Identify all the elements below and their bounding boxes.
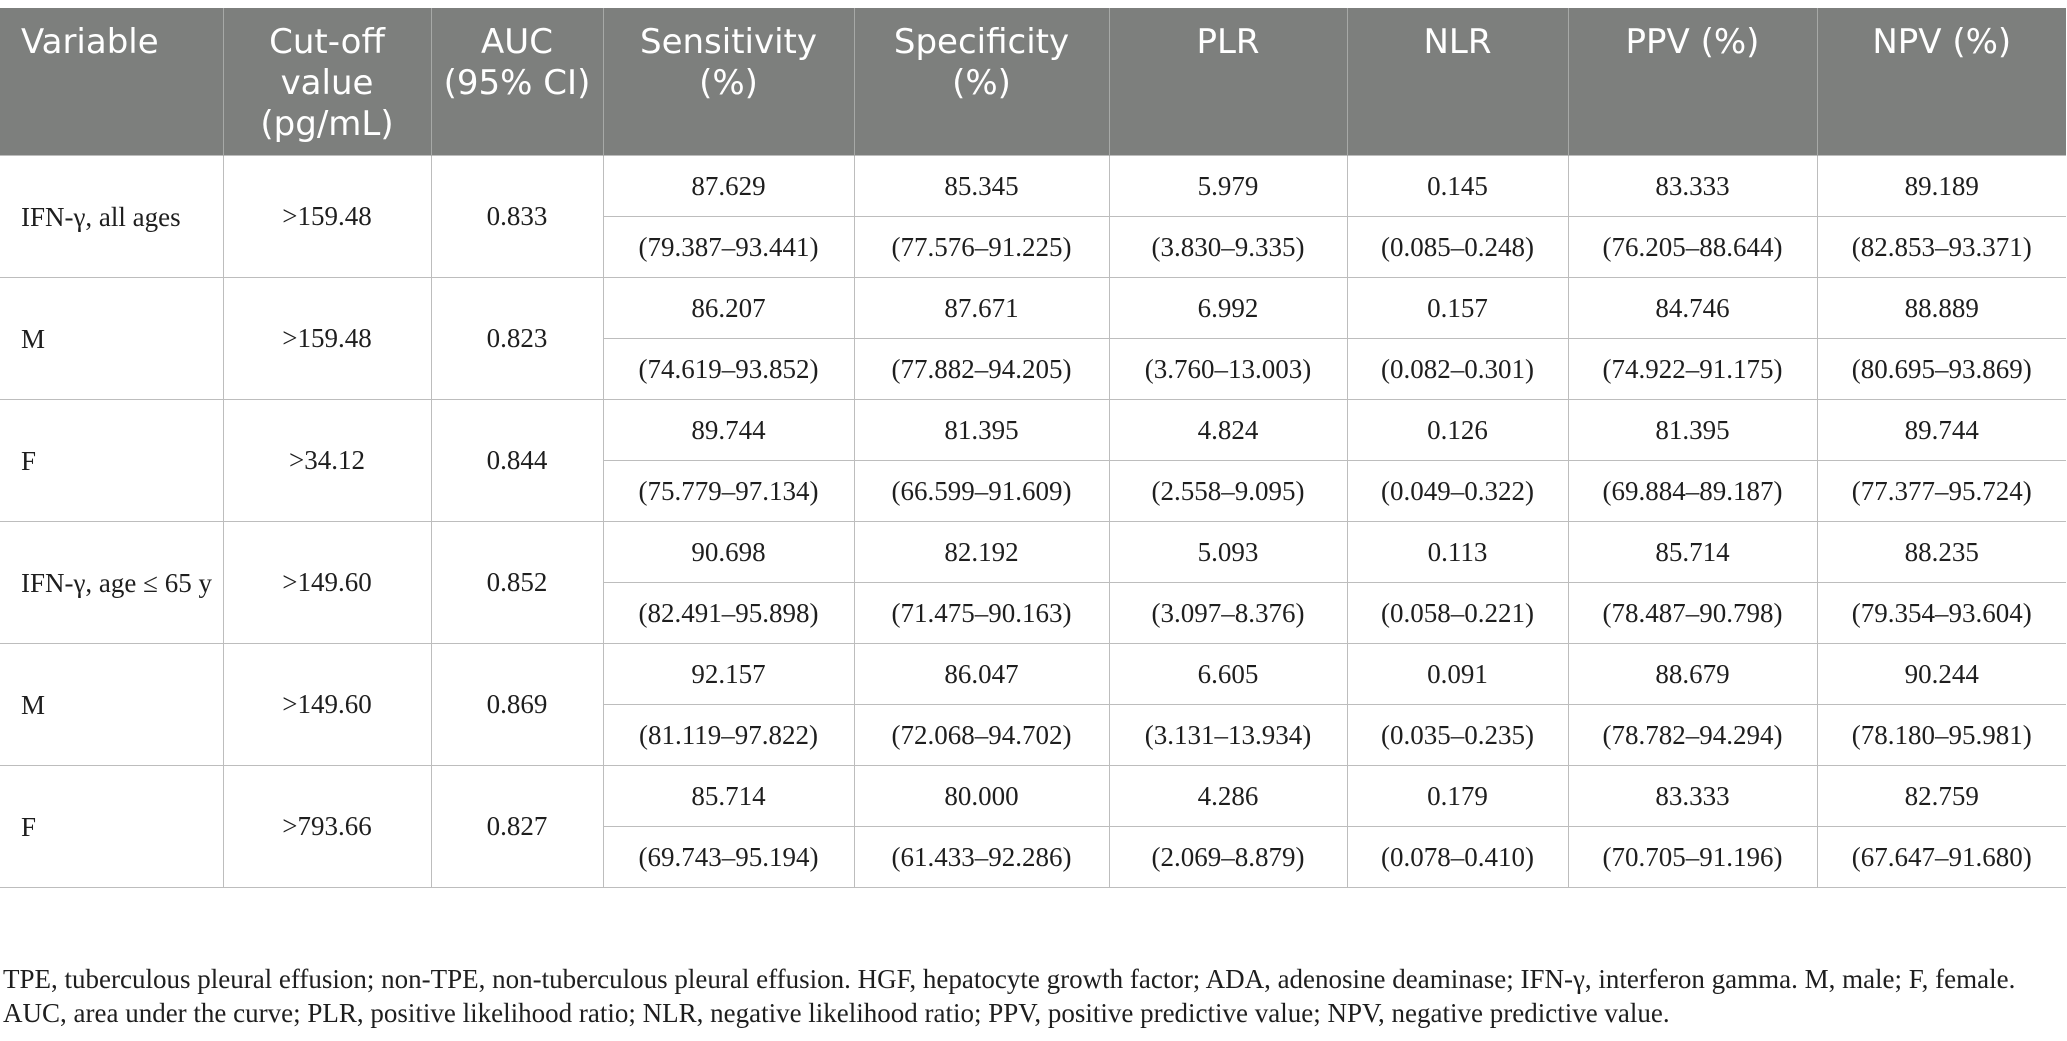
- table-row: [0, 156, 2066, 217]
- plr-value-cell: 6.992: [1109, 278, 1347, 339]
- sensitivity-ci-cell: (81.119–97.822): [603, 705, 854, 766]
- nlr-value-cell: 0.126: [1347, 400, 1568, 461]
- variable-cell: IFN-γ, age ≤ 65 y: [0, 522, 223, 644]
- table-row: [0, 766, 2066, 827]
- plr-ci-cell: (3.760–13.003): [1109, 339, 1347, 400]
- plr-value-cell: 6.605: [1109, 644, 1347, 705]
- specificity-value-cell: 85.345: [854, 156, 1109, 217]
- nlr-value-cell: 0.113: [1347, 522, 1568, 583]
- cutoff-cell: >159.48: [223, 278, 431, 400]
- specificity-value-cell: 86.047: [854, 644, 1109, 705]
- variable-cell: M: [0, 278, 223, 400]
- specificity-ci-cell: (77.882–94.205): [854, 339, 1109, 400]
- nlr-ci-cell: (0.058–0.221): [1347, 583, 1568, 644]
- specificity-value-cell: 80.000: [854, 766, 1109, 827]
- plr-value-cell: 4.286: [1109, 766, 1347, 827]
- sensitivity-ci-cell: (69.743–95.194): [603, 827, 854, 888]
- header-variable: Variable: [0, 8, 223, 156]
- npv-ci-cell: (78.180–95.981): [1817, 705, 2066, 766]
- plr-value-cell: 4.824: [1109, 400, 1347, 461]
- sensitivity-value-cell: 92.157: [603, 644, 854, 705]
- sensitivity-ci-cell: (79.387–93.441): [603, 217, 854, 278]
- results-table: [0, 8, 2066, 888]
- variable-cell: F: [0, 400, 223, 522]
- plr-ci-cell: (2.069–8.879): [1109, 827, 1347, 888]
- header-npv: NPV (%): [1817, 8, 2066, 156]
- table-footnote: [3, 962, 2063, 1030]
- cutoff-cell: >149.60: [223, 522, 431, 644]
- ppv-ci-cell: (76.205–88.644): [1568, 217, 1817, 278]
- table-row: [0, 278, 2066, 339]
- nlr-value-cell: 0.179: [1347, 766, 1568, 827]
- plr-ci-cell: (3.131–13.934): [1109, 705, 1347, 766]
- npv-ci-cell: (80.695–93.869): [1817, 339, 2066, 400]
- auc-cell: 0.844: [431, 400, 603, 522]
- footnote-line: AUC, area under the curve; PLR, positive likelihood ratio; NLR, negative likelihood ratio; PPV, positive predictive value; NPV, negative predictive value.: [3, 998, 1670, 1028]
- nlr-ci-cell: (0.049–0.322): [1347, 461, 1568, 522]
- variable-cell: F: [0, 766, 223, 888]
- ppv-value-cell: 85.714: [1568, 522, 1817, 583]
- cutoff-cell: >159.48: [223, 156, 431, 278]
- npv-ci-cell: (79.354–93.604): [1817, 583, 2066, 644]
- footnote-line: TPE, tuberculous pleural effusion; non-TPE, non-tuberculous pleural effusion. HGF, hepatocyte growth factor; ADA, adenosine deaminase; IFN-γ, interferon gamma. M, male; F, female.: [3, 964, 2016, 994]
- sensitivity-value-cell: 87.629: [603, 156, 854, 217]
- plr-ci-cell: (3.097–8.376): [1109, 583, 1347, 644]
- table-row: [0, 522, 2066, 583]
- header-ppv: PPV (%): [1568, 8, 1817, 156]
- nlr-ci-cell: (0.085–0.248): [1347, 217, 1568, 278]
- sensitivity-value-cell: 90.698: [603, 522, 854, 583]
- header-nlr: NLR: [1347, 8, 1568, 156]
- ppv-value-cell: 83.333: [1568, 766, 1817, 827]
- ppv-value-cell: 84.746: [1568, 278, 1817, 339]
- plr-ci-cell: (2.558–9.095): [1109, 461, 1347, 522]
- table-row: [0, 644, 2066, 705]
- ppv-value-cell: 88.679: [1568, 644, 1817, 705]
- specificity-value-cell: 87.671: [854, 278, 1109, 339]
- auc-cell: 0.852: [431, 522, 603, 644]
- nlr-ci-cell: (0.082–0.301): [1347, 339, 1568, 400]
- specificity-ci-cell: (61.433–92.286): [854, 827, 1109, 888]
- sensitivity-value-cell: 86.207: [603, 278, 854, 339]
- specificity-ci-cell: (66.599–91.609): [854, 461, 1109, 522]
- plr-value-cell: 5.093: [1109, 522, 1347, 583]
- npv-value-cell: 88.235: [1817, 522, 2066, 583]
- ppv-value-cell: 83.333: [1568, 156, 1817, 217]
- nlr-ci-cell: (0.078–0.410): [1347, 827, 1568, 888]
- header-plr: PLR: [1109, 8, 1347, 156]
- header-sensitivity: Sensitivity (%): [603, 8, 854, 156]
- specificity-ci-cell: (71.475–90.163): [854, 583, 1109, 644]
- variable-cell: IFN-γ, all ages: [0, 156, 223, 278]
- npv-value-cell: 88.889: [1817, 278, 2066, 339]
- header-auc: AUC (95% CI): [431, 8, 603, 156]
- cutoff-cell: >149.60: [223, 644, 431, 766]
- cutoff-cell: >34.12: [223, 400, 431, 522]
- header-cutoff: Cut-off value (pg/mL): [223, 8, 431, 156]
- table-row: [0, 400, 2066, 461]
- npv-value-cell: 89.744: [1817, 400, 2066, 461]
- specificity-value-cell: 82.192: [854, 522, 1109, 583]
- nlr-value-cell: 0.157: [1347, 278, 1568, 339]
- ppv-ci-cell: (78.782–94.294): [1568, 705, 1817, 766]
- npv-ci-cell: (82.853–93.371): [1817, 217, 2066, 278]
- cutoff-cell: >793.66: [223, 766, 431, 888]
- auc-cell: 0.823: [431, 278, 603, 400]
- sensitivity-ci-cell: (75.779–97.134): [603, 461, 854, 522]
- npv-value-cell: 82.759: [1817, 766, 2066, 827]
- ppv-ci-cell: (74.922–91.175): [1568, 339, 1817, 400]
- sensitivity-value-cell: 89.744: [603, 400, 854, 461]
- npv-ci-cell: (77.377–95.724): [1817, 461, 2066, 522]
- nlr-ci-cell: (0.035–0.235): [1347, 705, 1568, 766]
- ppv-value-cell: 81.395: [1568, 400, 1817, 461]
- auc-cell: 0.833: [431, 156, 603, 278]
- ppv-ci-cell: (69.884–89.187): [1568, 461, 1817, 522]
- ppv-ci-cell: (78.487–90.798): [1568, 583, 1817, 644]
- npv-value-cell: 89.189: [1817, 156, 2066, 217]
- npv-ci-cell: (67.647–91.680): [1817, 827, 2066, 888]
- variable-cell: M: [0, 644, 223, 766]
- auc-cell: 0.869: [431, 644, 603, 766]
- sensitivity-ci-cell: (74.619–93.852): [603, 339, 854, 400]
- header-specificity: Specificity (%): [854, 8, 1109, 156]
- specificity-ci-cell: (72.068–94.702): [854, 705, 1109, 766]
- sensitivity-value-cell: 85.714: [603, 766, 854, 827]
- npv-value-cell: 90.244: [1817, 644, 2066, 705]
- table-body: [0, 156, 2066, 888]
- auc-cell: 0.827: [431, 766, 603, 888]
- specificity-value-cell: 81.395: [854, 400, 1109, 461]
- specificity-ci-cell: (77.576–91.225): [854, 217, 1109, 278]
- plr-ci-cell: (3.830–9.335): [1109, 217, 1347, 278]
- header-row: [0, 8, 2066, 156]
- nlr-value-cell: 0.091: [1347, 644, 1568, 705]
- ppv-ci-cell: (70.705–91.196): [1568, 827, 1817, 888]
- plr-value-cell: 5.979: [1109, 156, 1347, 217]
- sensitivity-ci-cell: (82.491–95.898): [603, 583, 854, 644]
- nlr-value-cell: 0.145: [1347, 156, 1568, 217]
